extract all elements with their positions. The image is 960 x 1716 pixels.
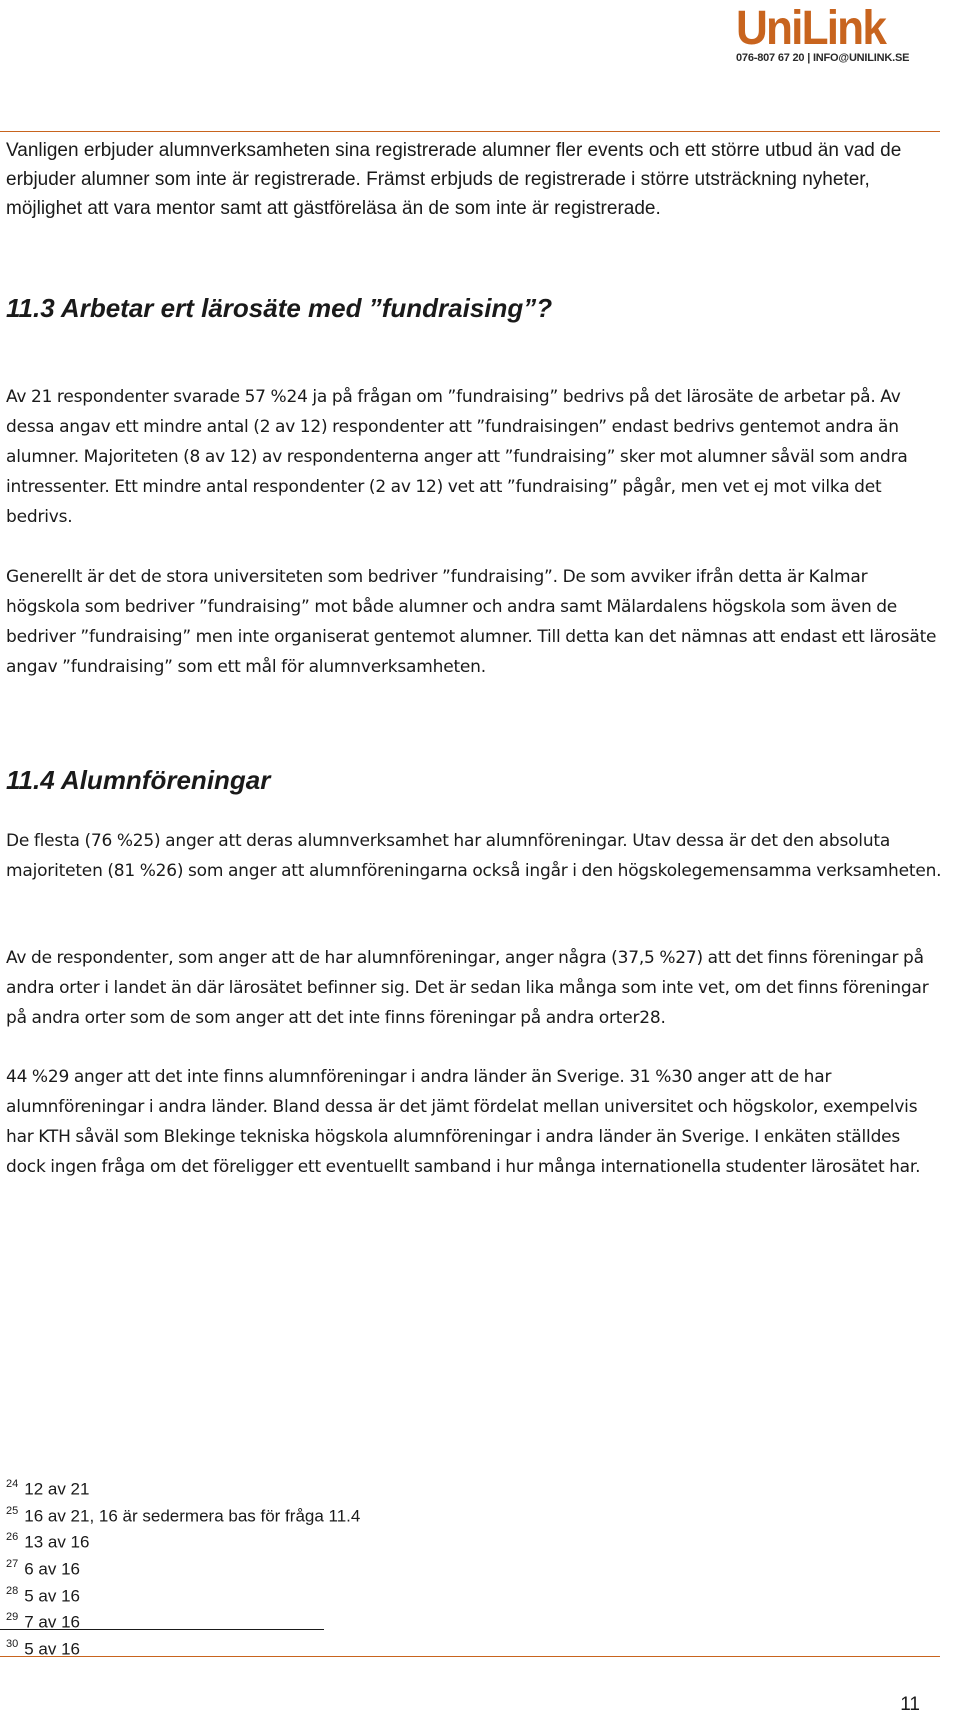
footnote-number: 29 bbox=[6, 1611, 19, 1624]
section-11-4-paragraph-1: De flesta (76 %25) anger att deras alumnverksamhet har alumnföreningar. Utav dessa är det den absoluta majoriteten (81 %26) som anger att alumnföreningarna också ingår i den högskolegemensamma verksamheten. bbox=[6, 831, 942, 881]
page-number: 11 bbox=[900, 1694, 920, 1715]
footnote-item bbox=[6, 1607, 360, 1634]
footnote-item bbox=[6, 1501, 360, 1528]
footnote-item bbox=[6, 1581, 360, 1608]
footnote-number: 26 bbox=[6, 1531, 19, 1544]
header-divider bbox=[0, 131, 940, 132]
footnote-list bbox=[6, 1474, 360, 1661]
section-heading-11-4: 11.4 Alumnföreningar bbox=[6, 765, 271, 795]
footnote-number: 28 bbox=[6, 1584, 19, 1597]
section-11-4-paragraph-2: Av de respondenter, som anger att de har alumnföreningar, anger några (37,5 %27) att det finns föreningar på andra orter i landet än där lärosätet befinner sig. Det är sedan lika många som inte vet, om det finns föreningar på andra orter som de som anger att det inte finns föreningar på andra orter28. bbox=[6, 948, 929, 1028]
section-11-3-paragraph-1: Av 21 respondenter svarade 57 %24 ja på frågan om ”fundraising” bedrivs på det lärosäte de arbetar på. Av dessa angav ett mindre antal (2 av 12) respondenter att ”fundraisingen” endast bedrivs gentemot andra än alumner. Majoriteten (8 av 12) av respondenterna anger att ”fundraising” sker mot alumner såväl som andra intressenter. Ett mindre antal respondenter (2 av 12) vet att ”fundraising” pågår, men vet ej mot vilka det bedrivs. bbox=[6, 387, 908, 527]
logo-wordmark: UniLink bbox=[736, 2, 886, 55]
footnote-text: 5 av 16 bbox=[24, 1639, 81, 1659]
section-11-3-paragraph-2: Generellt är det de stora universiteten som bedriver ”fundraising”. De som avviker ifrån detta är Kalmar högskola som bedriver ”fundraising” mot både alumner och andra samt Mälardalens högskola som även de bedriver ”fundraising” men inte organiserat gentemot alumner. Till detta kan det nämnas att endast ett lärosäte angav ”fundraising” som ett mål för alumnverksamheten. bbox=[6, 567, 937, 677]
footnote-number: 25 bbox=[6, 1504, 19, 1517]
footer-divider bbox=[0, 1656, 940, 1657]
footnote-text: 12 av 21 bbox=[24, 1479, 90, 1499]
section-11-4-paragraph-3: 44 %29 anger att det inte finns alumnföreningar i andra länder än Sverige. 31 %30 anger att de har alumnföreningar i andra länder. Bland dessa är det jämt fördelat mellan universitet och högskolor, exempelvis har KTH såväl som Blekinge tekniska högskola alumnföreningar i andra länder än Sverige. I enkäten ställdes dock ingen fråga om det föreligger ett eventuellt samband i hur många internationella studenter lärosätet har. bbox=[6, 1067, 921, 1177]
footnote-text: 5 av 16 bbox=[24, 1586, 81, 1606]
footnote-text: 13 av 16 bbox=[24, 1532, 90, 1552]
unilink-logo bbox=[736, 4, 926, 66]
footnote-item bbox=[6, 1527, 360, 1554]
logo-contact-line: 076-807 67 20 | INFO@UNILINK.SE bbox=[736, 52, 910, 64]
footnote-item bbox=[6, 1554, 360, 1581]
footnote-number: 24 bbox=[6, 1478, 19, 1490]
footnote-text: 7 av 16 bbox=[24, 1612, 81, 1632]
footnote-text: 6 av 16 bbox=[24, 1559, 81, 1579]
footnote-number: 27 bbox=[6, 1557, 19, 1570]
intro-paragraph: Vanligen erbjuder alumnverksamheten sina registrerade alumner fler events och ett större utbud än vad de erbjuder alumner som inte är registrerade. Främst erbjuds de registrerade i större utsträckning nyheter, möjlighet att vara mentor samt att gästföreläsa än de som inte är registrerade. bbox=[6, 140, 902, 219]
footnote-item bbox=[6, 1474, 360, 1501]
footnote-number: 30 bbox=[6, 1637, 19, 1650]
footnote-text: 16 av 21, 16 är sedermera bas för fråga 11.4 bbox=[24, 1506, 361, 1526]
section-heading-11-3: 11.3 Arbetar ert lärosäte med ”fundraising”? bbox=[6, 293, 553, 323]
